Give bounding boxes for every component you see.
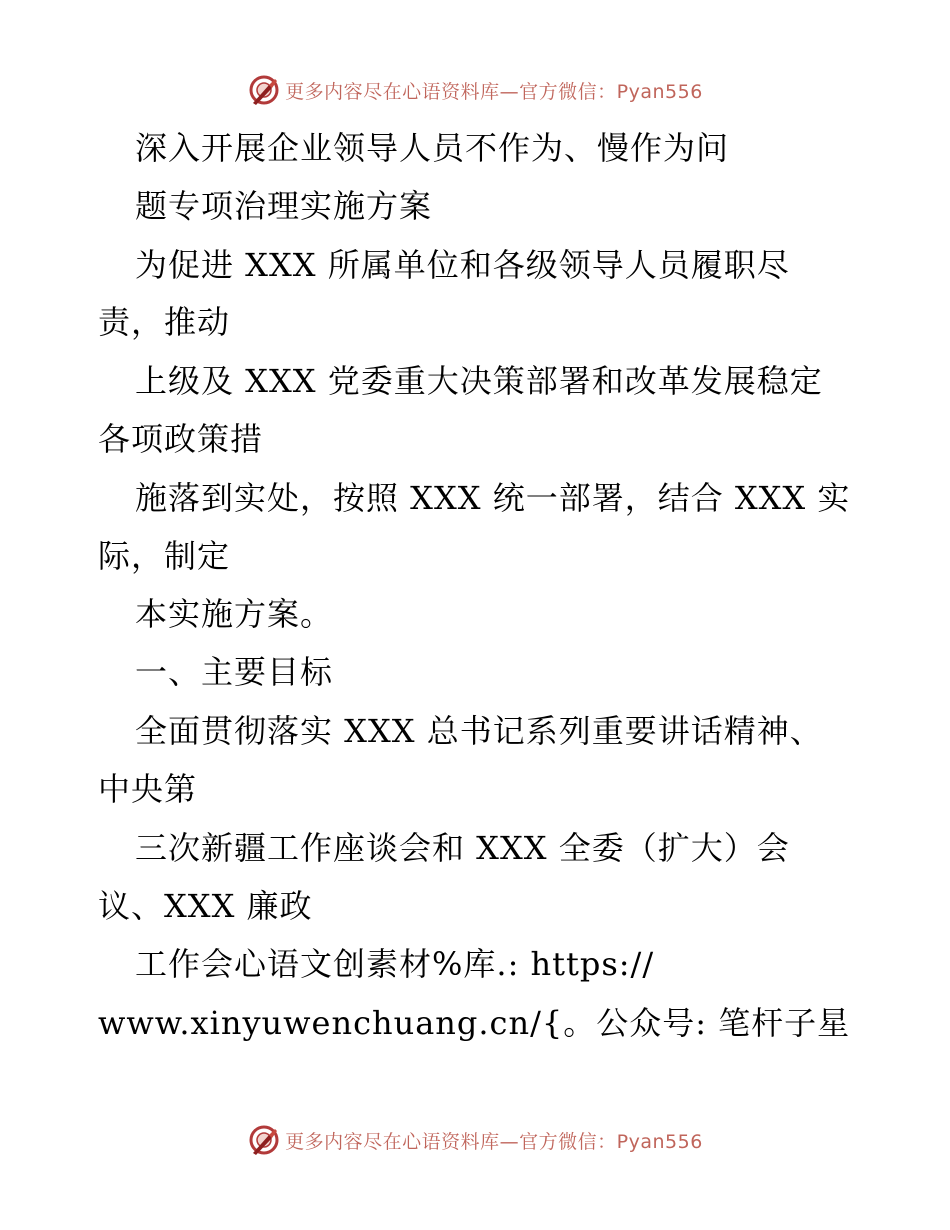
doc-line: 中央第 bbox=[98, 770, 198, 808]
header-banner bbox=[0, 70, 950, 110]
doc-line: 工作会心语文创素材%库.: https:// bbox=[135, 945, 655, 983]
pen-logo-icon bbox=[247, 73, 281, 107]
doc-line: 为促进 XXX 所属单位和各级领导人员履职尽 bbox=[135, 246, 790, 284]
header-banner-text: 更多内容尽在心语资料库—官方微信：Pyan556 bbox=[285, 80, 703, 103]
doc-line: 题专项治理实施方案 bbox=[135, 187, 433, 225]
doc-line: 议、XXX 廉政 bbox=[98, 887, 313, 925]
doc-line: 各项政策措 bbox=[98, 420, 264, 458]
doc-line: 三次新疆工作座谈会和 XXX 全委（扩大）会 bbox=[135, 829, 790, 867]
footer-banner-text: 更多内容尽在心语资料库—官方微信：Pyan556 bbox=[285, 1130, 703, 1153]
doc-line: 深入开展企业领导人员不作为、慢作为问 bbox=[135, 129, 730, 167]
doc-line: 本实施方案。 bbox=[135, 595, 334, 633]
doc-line: 全面贯彻落实 XXX 总书记系列重要讲话精神、 bbox=[135, 712, 823, 750]
doc-line: 施落到实处，按照 XXX 统一部署，结合 XXX 实 bbox=[135, 479, 851, 517]
doc-line: 际，制定 bbox=[98, 537, 231, 575]
doc-line: www.xinyuwenchuang.cn/{。公众号: 笔杆子星 bbox=[98, 1004, 851, 1042]
footer-banner bbox=[0, 1120, 950, 1160]
doc-line: 责，推动 bbox=[98, 303, 231, 341]
doc-line: 上级及 XXX 党委重大决策部署和改革发展稳定 bbox=[135, 362, 823, 400]
pen-logo-icon bbox=[247, 1123, 281, 1157]
section-heading: 一、主要目标 bbox=[135, 653, 334, 691]
